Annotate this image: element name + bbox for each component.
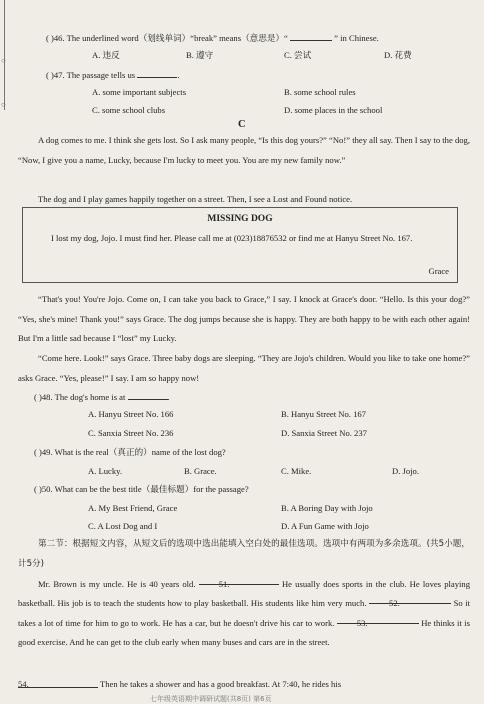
q46-option-d: D. 花费	[384, 50, 412, 60]
section-c-heading: C	[238, 119, 246, 130]
q48-option-a: A. Hanyu Street No. 166	[88, 409, 174, 419]
binding-margin-line	[4, 0, 5, 110]
q50-option-a: A. My Best Friend, Grace	[88, 503, 178, 513]
cloze-number-53: 53.	[356, 617, 368, 628]
cloze-text-1: Mr. Brown is my uncle. He is 40 years old.	[38, 579, 196, 589]
question-49-paren: ( )49.	[34, 447, 53, 457]
question-50	[34, 483, 249, 495]
question-47-stem: The passage tells us	[66, 70, 136, 80]
cloze-text-5: Then he takes a shower and has a good breakfast. At 7:40, he rides his	[100, 679, 342, 689]
binding-mark-1: ○	[1, 56, 6, 65]
cloze-text-4: He thinks it is good exercise. And he can get to the club early when many buses and cars are in the street.	[18, 617, 470, 648]
cloze-blank-53	[337, 614, 419, 628]
cloze-passage	[18, 575, 470, 653]
q47-option-a: A. some important subjects	[92, 87, 187, 97]
question-46-tail: ” in Chinese.	[334, 33, 379, 43]
cloze-number-52: 52.	[389, 598, 400, 609]
question-48-blank	[128, 390, 168, 400]
question-47-blank	[137, 68, 180, 80]
notice-body: I lost my dog, Jojo. I must find her. Please call me at (023)18876532 or find me at Hanyu Street No. 167.	[51, 233, 413, 243]
passage-paragraph-4: “Come here. Look!” says Grace. Three baby dogs are sleeping. “They are Jojo's children. Would you like to take one home?” asks Grace. “Yes, please!” I say. I am so happy now!	[18, 353, 470, 383]
missing-dog-notice	[22, 207, 458, 283]
cloze-number-51: 51.	[218, 579, 230, 589]
q47-option-b: B. some school rules	[284, 87, 356, 97]
q48-option-d: D. Sanxia Street No. 237	[281, 428, 367, 438]
passage-paragraph-1: A dog comes to me. I think she gets lost. So I ask many people, “Is this dog yours?” “No!” they all say. Then I say to the dog, “Now, I give you a name, Lucky, because I'm lucky to meet you. You are my new family now.”	[18, 135, 470, 165]
q49-option-a: A. Lucky.	[88, 466, 123, 476]
q46-option-c: C. 尝试	[284, 50, 312, 60]
q48-option-b: B. Hanyu Street No. 167	[281, 409, 366, 419]
question-49	[34, 446, 226, 458]
cloze-last-line	[18, 678, 341, 690]
question-46	[46, 31, 379, 44]
cloze-number-54: 54.	[18, 679, 29, 689]
q50-option-d: D. A Fun Game with Jojo	[281, 521, 369, 531]
question-46-blank	[290, 31, 332, 41]
q50-option-c: C. A Lost Dog and I	[88, 521, 158, 531]
q46-option-a: A. 违反	[92, 50, 120, 60]
cloze-text-3: So it takes a lot of time for him to go to work. He has a car, but he doesn't drive his car to work.	[18, 598, 470, 628]
binding-mark-2: ○	[1, 100, 6, 109]
section-2-instructions: 第二节：根据短文内容，从短文后的选项中选出能填入空白处的最佳选项。选项中有两项为多余选项。(共5小题，计5分)	[18, 539, 470, 569]
q49-option-d: D. Jojo.	[392, 466, 419, 476]
question-46-paren: ( )46.	[46, 33, 65, 43]
page-footer: 七年级英语期中调研试题(共8页) 第6页	[150, 695, 272, 703]
q47-option-c: C. some school clubs	[92, 105, 166, 115]
q47-option-d: D. some places in the school	[284, 105, 383, 115]
q49-option-c: C. Mike.	[281, 466, 312, 476]
passage-paragraph-2: The dog and I play games happily together on a street. Then, I see a Lost and Found notice.	[38, 194, 353, 204]
question-48-paren: ( )48.	[34, 392, 53, 402]
q46-option-b: B. 遵守	[186, 50, 214, 60]
question-46-stem: The underlined word（划线单词）“break” means（意思是）“	[66, 33, 288, 43]
notice-title: MISSING DOG	[207, 214, 273, 224]
question-48-stem: The dog's home is at	[54, 392, 126, 402]
question-47-period: .	[177, 70, 180, 80]
q48-option-c: C. Sanxia Street No. 236	[88, 428, 174, 438]
question-47-paren: ( )47.	[46, 70, 65, 80]
question-50-paren: ( )50.	[34, 484, 53, 494]
question-47	[46, 68, 179, 81]
question-48	[34, 390, 170, 403]
q49-option-b: B. Grace.	[184, 466, 217, 476]
passage-paragraph-3: “That's you! You're Jojo. Come on, I can take you back to Grace,” I say. I knock at Grace's door. “Hello. Is this your dog?” “Yes, she's mine! Thank you!” says Grace. The dog jumps because she is happy. They are both happy to be with each other again! But I'm a little sad because I “lost” my Lucky.	[18, 294, 470, 343]
question-50-stem: What can be the best title（最佳标题）for the passage?	[54, 484, 249, 494]
question-49-stem: What is the real（真正的）name of the lost dog?	[54, 447, 226, 457]
notice-signature: Grace	[428, 266, 449, 276]
cloze-blank-52	[369, 594, 451, 609]
cloze-blank-54	[18, 678, 98, 688]
cloze-text-2: He usually does sports in the club. He loves playing basketball. His job is to teach the students how to play basketball. His students like him very much.	[18, 579, 471, 609]
question-48-period: .	[167, 392, 170, 402]
q50-option-b: B. A Boring Day with Jojo	[281, 503, 373, 513]
cloze-blank-51	[199, 575, 279, 589]
